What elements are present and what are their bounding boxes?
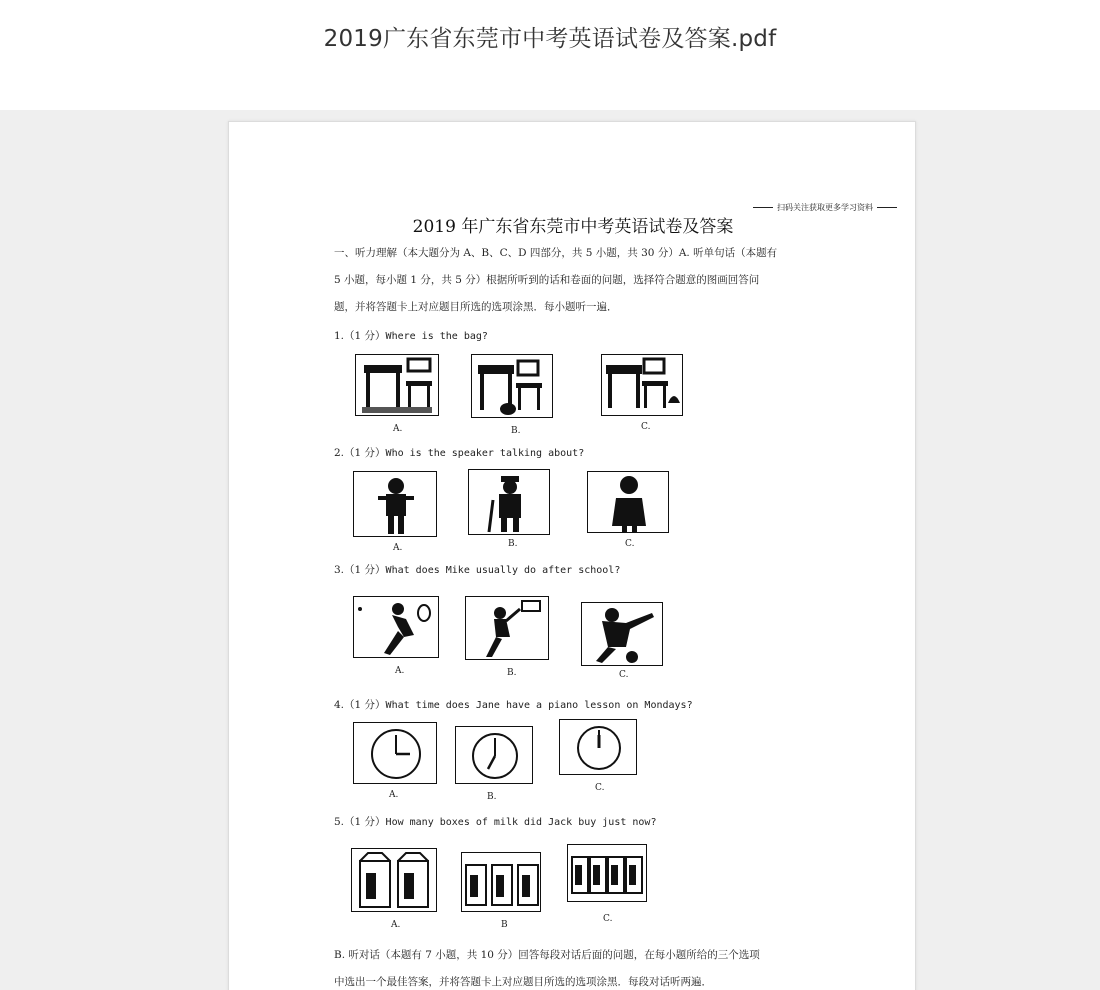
watermark-text: 扫码关注获取更多学习资料 bbox=[753, 202, 897, 213]
section-b-line: 中选出一个最佳答案，并将答题卡上对应题目所选的选项涂黑．每段对话听两遍． bbox=[334, 976, 712, 988]
section-b-line: B. 听对话（本题有 7 小题，共 10 分）回答每段对话后面的问题，在每小题所给的三个选项 bbox=[334, 949, 760, 961]
intro-paragraph bbox=[334, 240, 824, 321]
option-label: C. bbox=[641, 422, 651, 432]
option-label: A. bbox=[389, 790, 399, 800]
exam-title: 2019 年广东省东莞市中考英语试卷及答案 bbox=[412, 217, 734, 237]
basketball-player-image bbox=[465, 596, 549, 660]
option-label: B. bbox=[511, 426, 521, 436]
pdf-viewer[interactable] bbox=[0, 110, 1100, 990]
document-header bbox=[0, 0, 1100, 110]
option-label: B. bbox=[508, 539, 518, 549]
option-label: B. bbox=[507, 668, 517, 678]
clock-image bbox=[353, 722, 437, 784]
option-label: A. bbox=[395, 666, 405, 676]
milk-boxes-image bbox=[351, 848, 437, 912]
option-label: C. bbox=[603, 914, 613, 924]
clock-image bbox=[455, 726, 533, 784]
desk-chair-bag-image bbox=[601, 354, 683, 416]
option-label: A. bbox=[393, 543, 403, 553]
desk-chair-image bbox=[355, 354, 439, 416]
pdf-page bbox=[228, 121, 916, 990]
intro-line: 题，并将答题卡上对应题目所选的选项涂黑．每小题听一遍． bbox=[334, 301, 618, 313]
tennis-player-image bbox=[353, 596, 439, 658]
clock-image bbox=[559, 719, 637, 775]
option-label: C. bbox=[619, 670, 629, 680]
section-b-paragraph bbox=[334, 942, 834, 990]
question-1: 1.（1 分）Where is the bag? bbox=[334, 330, 488, 342]
question-3: 3.（1 分）What does Mike usually do after school? bbox=[334, 564, 621, 576]
milk-boxes-image bbox=[567, 844, 647, 902]
person-image bbox=[353, 471, 437, 537]
document-title: 2019广东省东莞市中考英语试卷及答案.pdf bbox=[323, 26, 777, 52]
option-label: A. bbox=[391, 920, 401, 930]
desk-chair-bag-image bbox=[471, 354, 553, 418]
milk-boxes-image bbox=[461, 852, 541, 912]
option-label: A. bbox=[393, 424, 403, 434]
intro-line: 一、听力理解（本大题分为 A、B、C、D 四部分，共 5 小题，共 30 分）A. 听单句话（本题有 bbox=[334, 247, 778, 259]
football-player-image bbox=[581, 602, 663, 666]
option-label: B bbox=[501, 920, 508, 930]
intro-line: 5 小题，每小题 1 分，共 5 分）根据所听到的话和卷面的问题，选择符合题意的图画回答问 bbox=[334, 274, 760, 286]
option-label: C. bbox=[595, 783, 605, 793]
option-label: C. bbox=[625, 539, 635, 549]
old-man-image bbox=[468, 469, 550, 535]
woman-image bbox=[587, 471, 669, 533]
question-5: 5.（1 分）How many boxes of milk did Jack buy just now? bbox=[334, 816, 657, 828]
question-2: 2.（1 分）Who is the speaker talking about? bbox=[334, 447, 585, 459]
option-label: B. bbox=[487, 792, 497, 802]
question-4: 4.（1 分）What time does Jane have a piano lesson on Mondays? bbox=[334, 699, 693, 711]
